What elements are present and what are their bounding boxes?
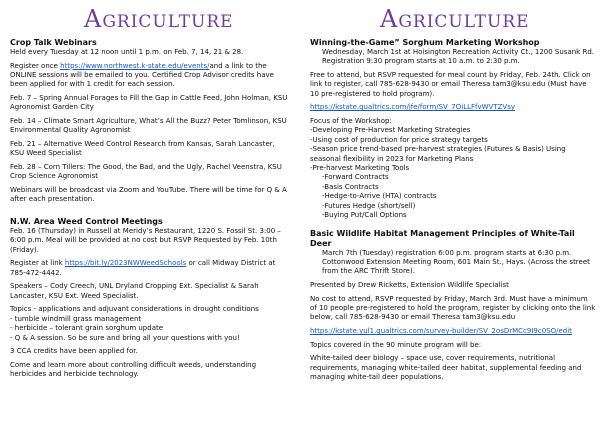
crop-talk-feb7: Feb. 7 – Spring Annual Forages to Fill the Gap in Cattle Feed, John Holman, KSU Agronomist Garden City	[10, 94, 288, 112]
weed-topic-2: - tumble windmill grass management	[10, 314, 142, 323]
weed-topic-4: - Q & A session. So be sure and bring all your questions with you!	[10, 333, 240, 342]
weed-register-text-a: Register at link	[10, 259, 65, 268]
focus-item-3: -Season price trend-based pre-harvest strategies (Futures & Basis) Using seasonal flexibility in 2023 for Marketing Plans	[310, 145, 566, 163]
weed-control-register	[10, 259, 288, 278]
right-column	[304, 0, 600, 424]
tool-item-2: -Basis Contracts	[322, 182, 379, 191]
weed-topic-3: - herbicide – tolerant grain sorghum update	[10, 324, 164, 333]
page-heading-left: Agriculture	[84, 5, 234, 33]
crop-talk-title: Crop Talk Webinars	[10, 38, 97, 47]
wildlife-details: March 7th (Tuesday) registration 6:00 p.m. program starts at 6:30 p.m. Cottonwood Extension Meeting Room, 601 Main St., Hays. (Across the street from the ARC Thrift Store).	[322, 248, 590, 276]
weed-control-details: Feb. 16 (Thursday) in Russell at Meridy’s Restaurant, 1220 S. Fossil St. 3:00 – 6:00 p.m. Meal will be provided at no cost but RSVP Requested by Feb. 10th (Friday).	[10, 227, 281, 254]
weed-register-text-b: or call Midway District at 785-472-4442.	[10, 259, 276, 277]
crop-talk-register-link[interactable]: https://www.northwest.k-state.edu/events/	[60, 61, 210, 70]
crop-talk-feb21: Feb. 21 – Alternative Weed Control Research from Kansas, Sarah Lancaster, KSU Weed Specialist	[10, 140, 275, 158]
sorghum-section	[304, 38, 600, 220]
wildlife-presenter: Presented by Drew Ricketts, Extension Wildlife Specialist	[310, 281, 509, 290]
crop-talk-register-text-b: and a link to the ONLINE sessions will be emailed to you. Certified Crop Advisor credits have been applied for with 1 credit for each session.	[10, 61, 274, 89]
weed-control-topics	[10, 305, 288, 343]
focus-item-2: -Using cost of production for price strategy targets	[310, 135, 488, 144]
focus-item-1: -Developing Pre-Harvest Marketing Strategies	[310, 126, 471, 135]
weed-control-learn: Come and learn more about controlling difficult weeds, understanding herbicides and herbicide technology.	[10, 360, 257, 379]
sorghum-title: Winning-the-Game” Sorghum Marketing Workshop	[310, 38, 540, 47]
tool-item-5: -Buying Put/Call Options	[322, 211, 407, 220]
crop-talk-register	[10, 62, 288, 90]
wildlife-link-wrap	[310, 327, 596, 336]
left-column	[0, 0, 292, 424]
focus-item-4: -Pre-harvest Marketing Tools	[310, 164, 410, 173]
section-spacer	[0, 209, 292, 217]
weed-control-title: N.W. Area Weed Control Meetings	[10, 217, 163, 226]
weed-control-cca: 3 CCA credits have been applied for.	[10, 347, 138, 356]
tool-item-4: -Futures Hedge (short/sell)	[322, 201, 416, 210]
sorghum-rsvp: Free to attend, but RSVP requested for meal count by Friday, Feb. 24th. Click on link to register, call 785-628-9430 or email Theresa tam3@ksu.edu (Must have 10 pre-registered to hold program).	[310, 71, 591, 98]
tool-item-3: -Hedge-to-Arrive (HTA) contracts	[322, 192, 437, 201]
tool-item-1: -Forward Contracts	[322, 173, 389, 182]
sorghum-details: Wednesday, March 1st at Hoisington Recreation Activity Ct., 1200 Susank Rd. Registration 9:30 program starts at 10 a.m. to 2:30 p.m.	[322, 48, 594, 66]
crop-talk-schedule: Held every Tuesday at 12 noon until 1 p.m. on Feb. 7, 14, 21 & 28.	[10, 48, 244, 56]
weed-topic-1: Topics - applications and adjuvant considerations in drought conditions	[10, 305, 259, 314]
crop-talk-register-text-a: Register once	[10, 61, 61, 70]
sorghum-link-wrap	[310, 103, 596, 112]
crop-talk-feb14: Feb. 14 – Climate Smart Agriculture, What’s All the Buzz? Peter Tomlinson, KSU Environmental Quality Agronomist	[10, 117, 287, 135]
wildlife-title: Basic Wildlife Habitat Management Principles of White-Tail Deer	[310, 228, 575, 248]
crop-talk-feb28: Feb. 28 – Corn Tillers: The Good, the Bad, and the Ugly, Rachel Veenstra, KSU Crop Science Agronomist	[10, 163, 282, 181]
weed-control-speakers: Speakers – Cody Creech, UNL Dryland Cropping Ext. Specialist & Sarah Lancaster, KSU Ext. Weed Specialist.	[10, 282, 259, 300]
wildlife-rsvp: No cost to attend, RSVP requested by Friday, March 3rd. Must have a minimum of 10 people pre-registered to hold the program, register by clicking onto the link below, call 785-628-9430 or email Theresa tam3@ksu.edu	[310, 294, 596, 322]
wildlife-topics: White-tailed deer biology – space use, cover requirements, nutritional requirements, managing white-tailed deer habitat, supplemental feeding and managing white-tail deer populations.	[310, 354, 582, 382]
focus-title: Focus of the Workshop:	[310, 117, 392, 125]
wildlife-topics-intro: Topics covered in the 90 minute program will be:	[310, 340, 482, 349]
page-heading-right: Agriculture	[380, 5, 530, 33]
crop-talk-section	[0, 38, 292, 205]
weed-control-section	[0, 217, 292, 380]
sorghum-focus	[310, 117, 596, 220]
wildlife-section	[304, 229, 600, 383]
weed-register-link[interactable]: https://bit.ly/2023NWWeedSchools	[64, 259, 187, 268]
wildlife-register-link[interactable]: https://kstate.yul1.qualtrics.com/survey-builder/SV_2osDrMCc9I9c0SO/edit	[310, 327, 572, 336]
sorghum-register-link[interactable]: https://kstate.qualtrics.com/jfe/form/SV_7OiLLFfvWVTZVsy	[310, 103, 515, 112]
crop-talk-webinar-note: Webinars will be broadcast via Zoom and YouTube. There will be time for Q & A after each presentation.	[10, 186, 287, 204]
